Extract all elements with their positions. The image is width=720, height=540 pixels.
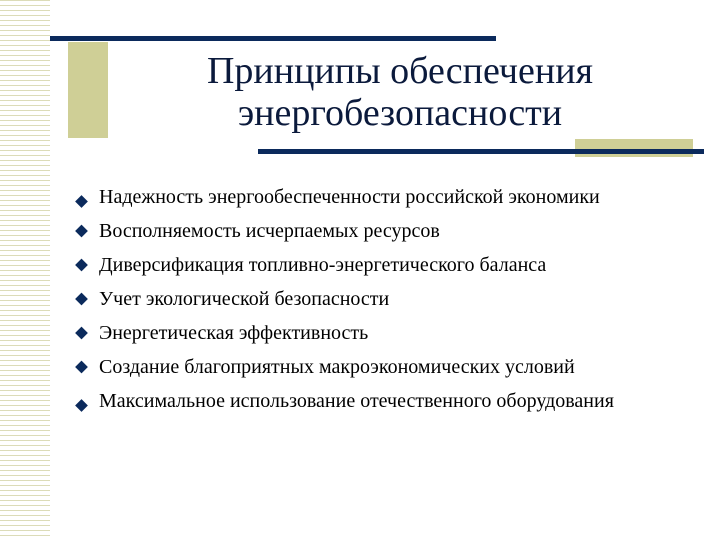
diamond-bullet-icon: [75, 225, 88, 238]
bullet-item: [75, 282, 695, 316]
title-line-1: Принципы обеспечения: [206, 50, 594, 92]
bullet-item: [75, 248, 695, 282]
bottom-rule: [258, 149, 704, 154]
bullet-text: Диверсификация топливно-энергетического баланса: [99, 254, 547, 276]
bullet-item: [75, 350, 695, 384]
bullet-text: Максимальное использование отечественного оборудования: [99, 390, 614, 412]
bullet-text: Энергетическая эффективность: [99, 322, 369, 344]
diamond-bullet-icon: [75, 327, 88, 340]
bottom-accent-block: [575, 139, 693, 157]
bullet-item: [75, 180, 695, 214]
bullet-text: Надежность энергообеспеченности российской экономики: [99, 186, 600, 208]
slide-title: [150, 50, 650, 134]
bullet-text: Восполняемость исчерпаемых ресурсов: [99, 220, 440, 242]
top-rule: [50, 36, 496, 41]
bullet-list: [75, 180, 695, 418]
diamond-bullet-icon: [75, 399, 88, 412]
diamond-bullet-icon: [75, 293, 88, 306]
bullet-item: [75, 384, 695, 418]
diamond-bullet-icon: [75, 259, 88, 272]
bullet-text: Учет экологической безопасности: [99, 288, 390, 310]
title-line-2: энергобезопасности: [237, 92, 563, 134]
title-accent-block: [68, 42, 108, 138]
decorative-stripes: [0, 0, 50, 540]
diamond-bullet-icon: [75, 361, 88, 374]
diamond-bullet-icon: [75, 195, 88, 208]
bullet-item: [75, 214, 695, 248]
bullet-item: [75, 316, 695, 350]
bullet-text: Создание благоприятных макроэкономических условий: [99, 356, 575, 378]
